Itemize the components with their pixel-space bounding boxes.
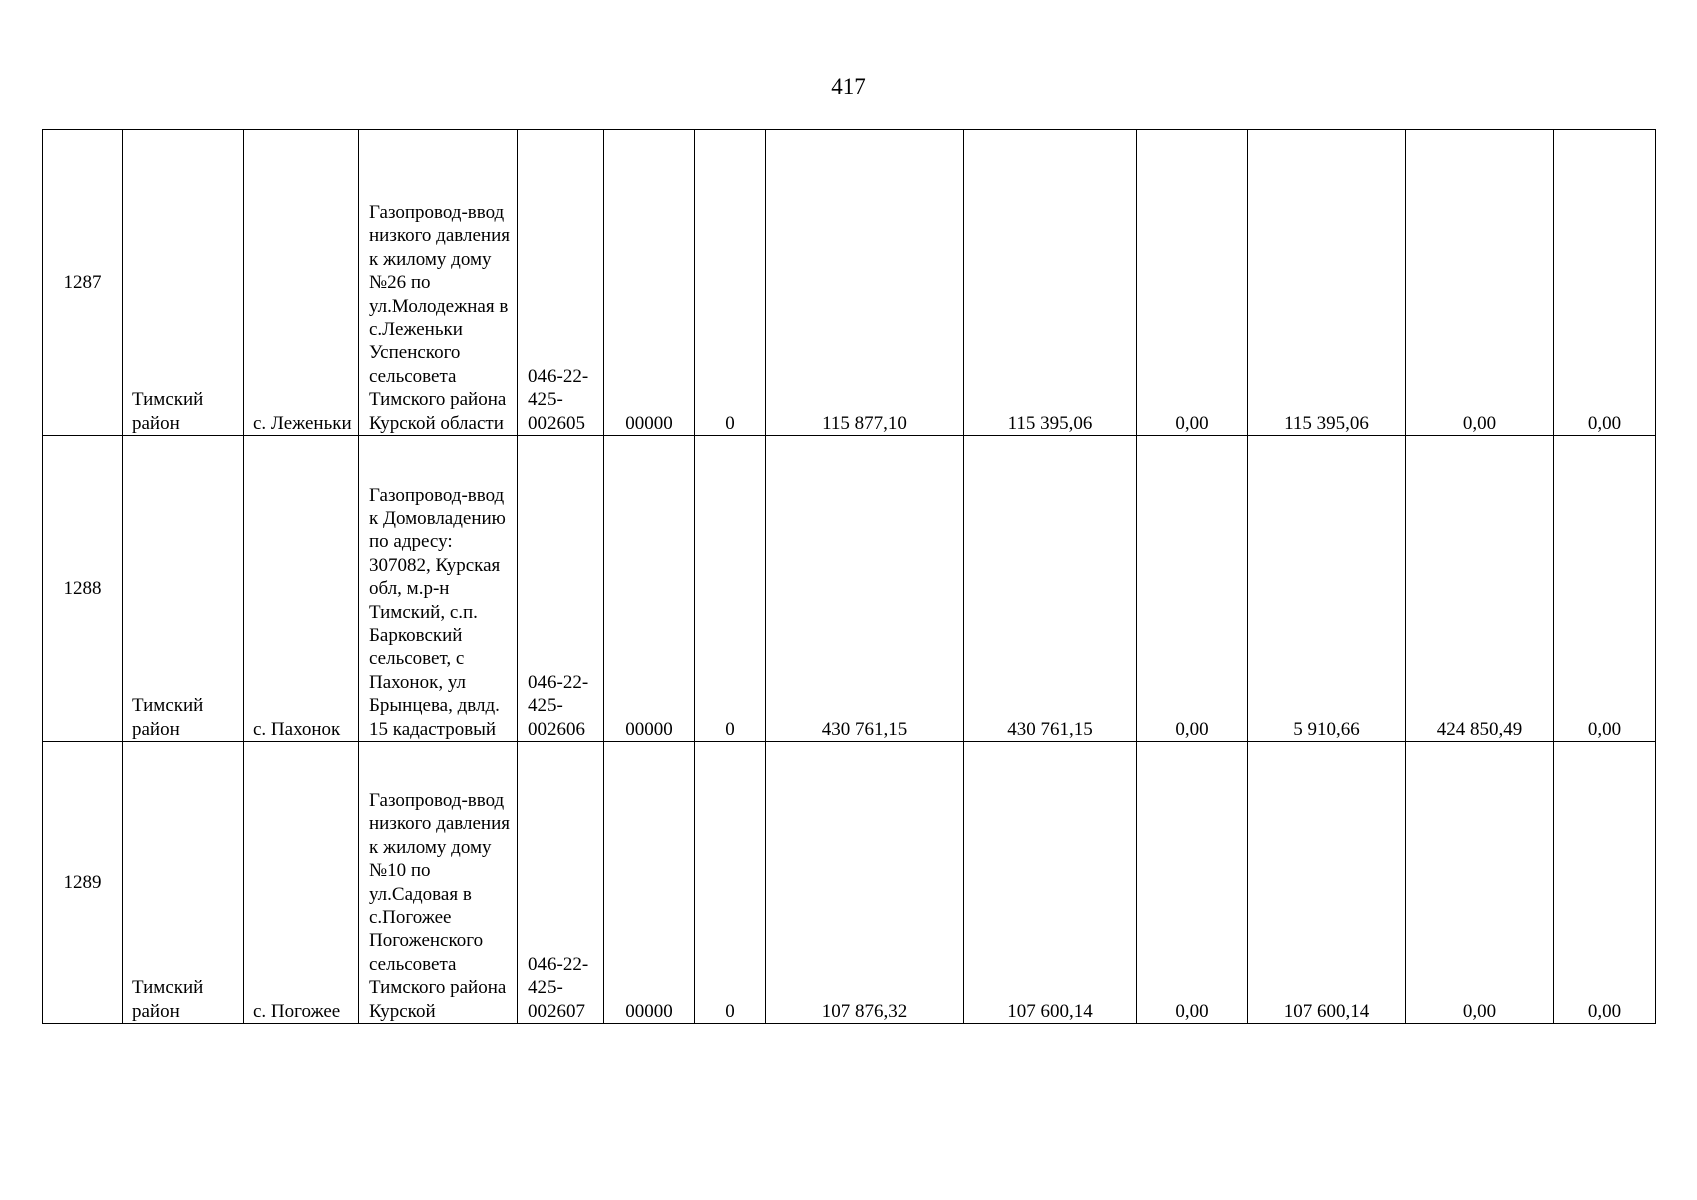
object-name-text: Газопровод-ввод низкого давления к жилому дому №10 по ул.Садовая в с.Погожее Погоженского сельсовета Тимского района Курской: [369, 789, 510, 1022]
district-cell: [123, 742, 244, 1024]
row-number-cell: 1289: [43, 742, 123, 1024]
district-text: Тимский район: [132, 977, 204, 1022]
register-table: [42, 129, 1656, 1024]
object-code-text: 046-22-425-002607: [528, 953, 589, 1022]
row-number-cell: 1287: [43, 130, 123, 436]
flag-cell: 0: [695, 436, 766, 742]
settlement-text: с. Пахонок: [253, 718, 341, 740]
value-6-cell: 0,00: [1554, 742, 1656, 1024]
value-2-cell: 430 761,15: [964, 436, 1137, 742]
value-3-cell: 0,00: [1137, 742, 1248, 1024]
value-4-cell: 115 395,06: [1248, 130, 1406, 436]
table-row: [43, 436, 1656, 742]
settlement-text: с. Леженьки: [253, 412, 352, 434]
value-1-cell: 430 761,15: [766, 436, 964, 742]
settlement-cell: [244, 742, 359, 1024]
kind-code-cell: 00000: [604, 436, 695, 742]
value-4-cell: 107 600,14: [1248, 742, 1406, 1024]
value-5-cell: 0,00: [1406, 742, 1554, 1024]
object-name-cell: [359, 742, 518, 1024]
object-code-text: 046-22-425-002605: [528, 365, 589, 434]
district-cell: [123, 130, 244, 436]
object-code-cell: [518, 742, 604, 1024]
value-2-cell: 115 395,06: [964, 130, 1137, 436]
object-name-text: Газопровод-ввод к Домовладению по адресу: 307082, Курская обл, м.р-н Тимский, с.п. Барковский сельсовет, с Пахонок, ул Брынцева, двлд. 15 кадастровый: [369, 484, 506, 740]
district-cell: [123, 436, 244, 742]
value-6-cell: 0,00: [1554, 130, 1656, 436]
value-3-cell: 0,00: [1137, 130, 1248, 436]
object-name-text: Газопровод-ввод низкого давления к жилому дому №26 по ул.Молодежная в с.Леженьки Успенского сельсовета Тимского района Курской области: [369, 201, 510, 434]
value-3-cell: 0,00: [1137, 436, 1248, 742]
value-4-cell: 5 910,66: [1248, 436, 1406, 742]
value-2-cell: 107 600,14: [964, 742, 1137, 1024]
row-number-cell: 1288: [43, 436, 123, 742]
table-row: [43, 742, 1656, 1024]
value-5-cell: 0,00: [1406, 130, 1554, 436]
settlement-text: с. Погожее: [253, 1000, 341, 1022]
settlement-cell: [244, 436, 359, 742]
page-number: 417: [831, 74, 866, 99]
object-name-cell: [359, 130, 518, 436]
value-5-cell: 424 850,49: [1406, 436, 1554, 742]
value-1-cell: 107 876,32: [766, 742, 964, 1024]
kind-code-cell: 00000: [604, 130, 695, 436]
object-code-cell: [518, 130, 604, 436]
district-text: Тимский район: [132, 695, 204, 740]
value-1-cell: 115 877,10: [766, 130, 964, 436]
flag-cell: 0: [695, 130, 766, 436]
table-row: [43, 130, 1656, 436]
object-name-cell: [359, 436, 518, 742]
kind-code-cell: 00000: [604, 742, 695, 1024]
district-text: Тимский район: [132, 389, 204, 434]
value-6-cell: 0,00: [1554, 436, 1656, 742]
flag-cell: 0: [695, 742, 766, 1024]
settlement-cell: [244, 130, 359, 436]
object-code-cell: [518, 436, 604, 742]
object-code-text: 046-22-425-002606: [528, 671, 589, 740]
